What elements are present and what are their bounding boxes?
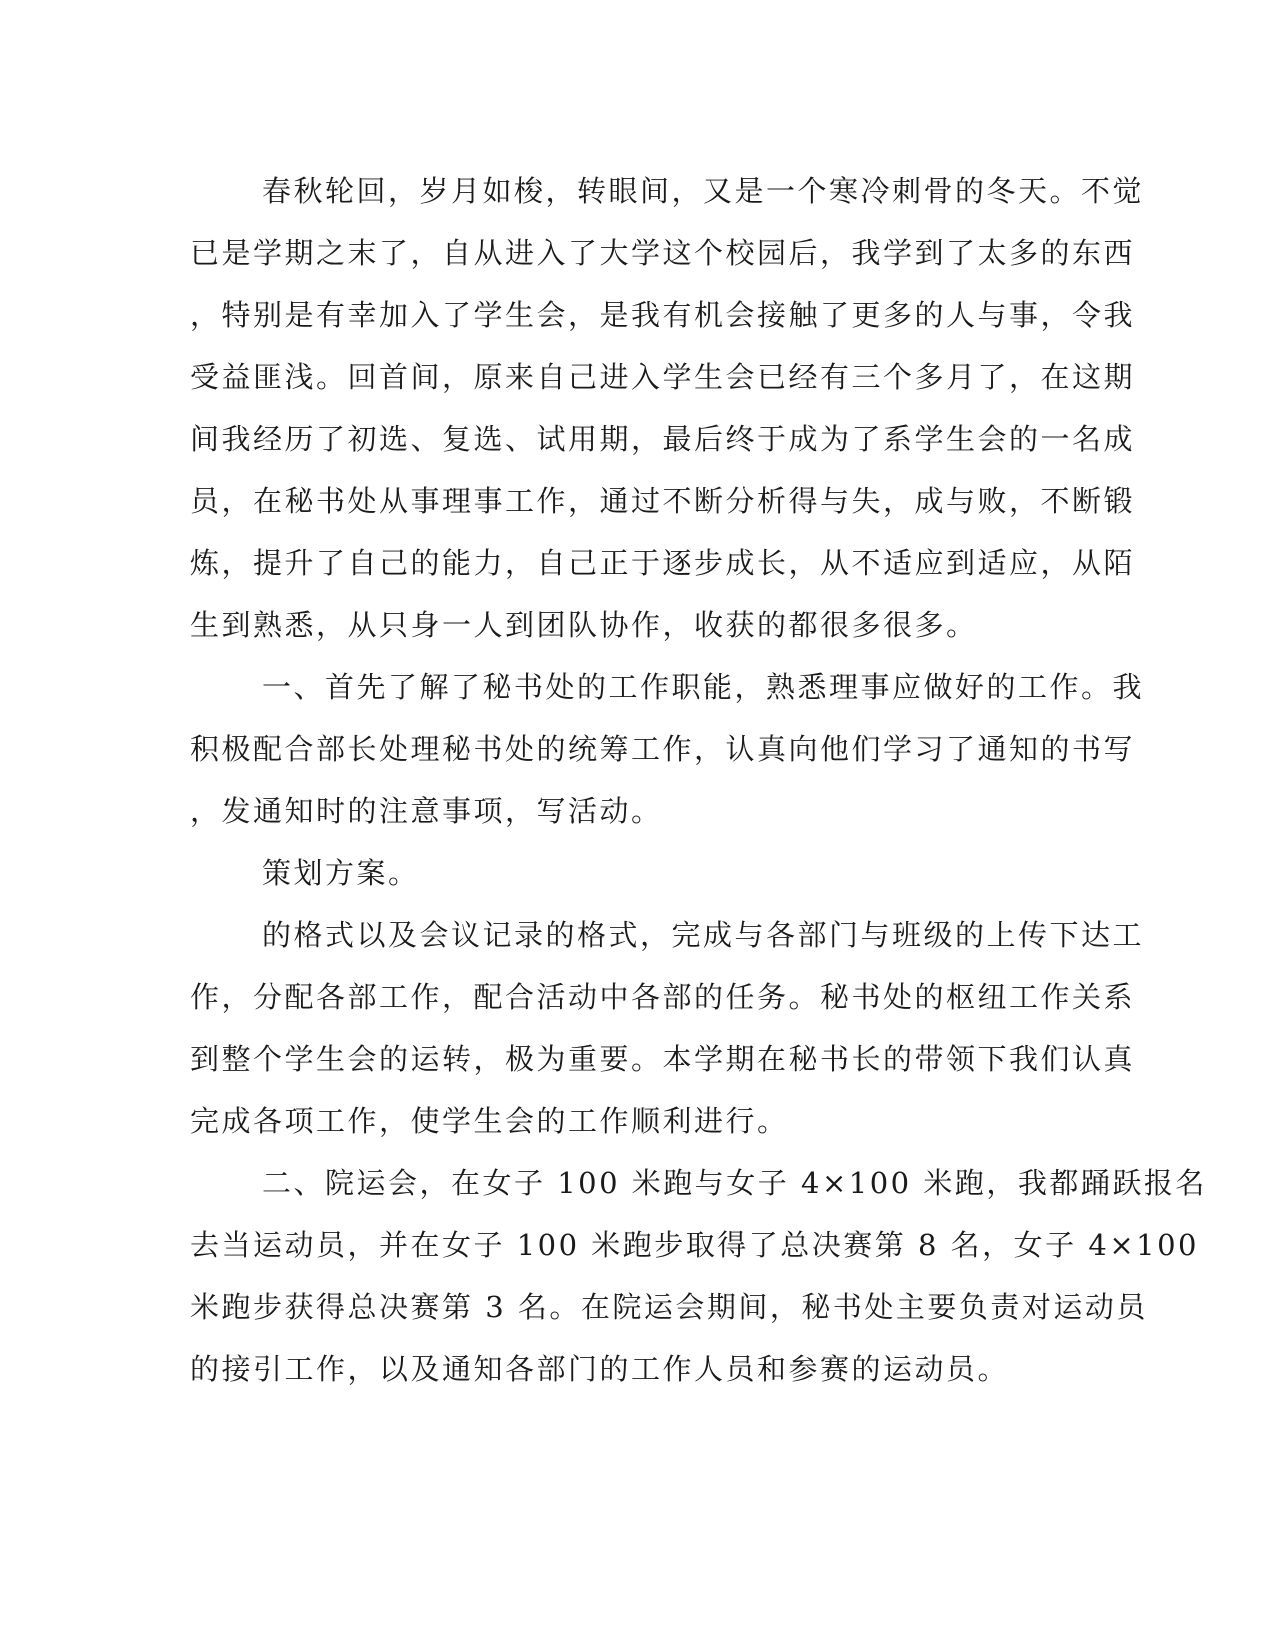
- paragraph-line: 到整个学生会的运转，极为重要。本学期在秘书长的带领下我们认真: [190, 1042, 1136, 1076]
- paragraph-line: ，特别是有幸加入了学生会，是我有机会接触了更多的人与事，令我: [190, 298, 1136, 332]
- document-body: [190, 160, 1207, 1400]
- paragraph-line: 受益匪浅。回首间，原来自己进入学生会已经有三个多月了，在这期: [190, 360, 1136, 394]
- paragraph-line: 策划方案。: [262, 856, 420, 890]
- paragraph-line: 去当运动员，并在女子 100 米跑步取得了总决赛第 8 名，女子 4×100: [190, 1228, 1199, 1262]
- paragraph-line: 的接引工作，以及通知各部门的工作人员和参赛的运动员。: [190, 1352, 1010, 1386]
- paragraph-line: 间我经历了初选、复选、试用期，最后终于成为了系学生会的一名成: [190, 422, 1136, 456]
- paragraph-line: 已是学期之末了，自从进入了大学这个校园后，我学到了太多的东西: [190, 236, 1136, 270]
- paragraph-line: 生到熟悉，从只身一人到团队协作，收获的都很多很多。: [190, 608, 978, 642]
- paragraph-line: 作，分配各部工作，配合活动中各部的任务。秘书处的枢纽工作关系: [190, 980, 1136, 1014]
- paragraph-line: 一、首先了解了秘书处的工作职能，熟悉理事应做好的工作。我: [262, 670, 1145, 704]
- paragraph-line: 炼，提升了自己的能力，自己正于逐步成长，从不适应到适应，从陌: [190, 546, 1136, 580]
- paragraph-line: 积极配合部长处理秘书处的统筹工作，认真向他们学习了通知的书写: [190, 732, 1136, 766]
- paragraph-line: 二、院运会，在女子 100 米跑与女子 4×100 米跑，我都踊跃报名: [262, 1166, 1207, 1200]
- paragraph-line: ，发通知时的注意事项，写活动。: [190, 794, 663, 828]
- paragraph-line: 员，在秘书处从事理事工作，通过不断分析得与失，成与败，不断锻: [190, 484, 1136, 518]
- paragraph-line: 完成各项工作，使学生会的工作顺利进行。: [190, 1104, 789, 1138]
- paragraph-line: 春秋轮回，岁月如梭，转眼间，又是一个寒冷刺骨的冬天。不觉: [262, 174, 1145, 208]
- paragraph-line: 米跑步获得总决赛第 3 名。在院运会期间，秘书处主要负责对运动员: [190, 1290, 1148, 1324]
- paragraph-line: 的格式以及会议记录的格式，完成与各部门与班级的上传下达工: [262, 918, 1145, 952]
